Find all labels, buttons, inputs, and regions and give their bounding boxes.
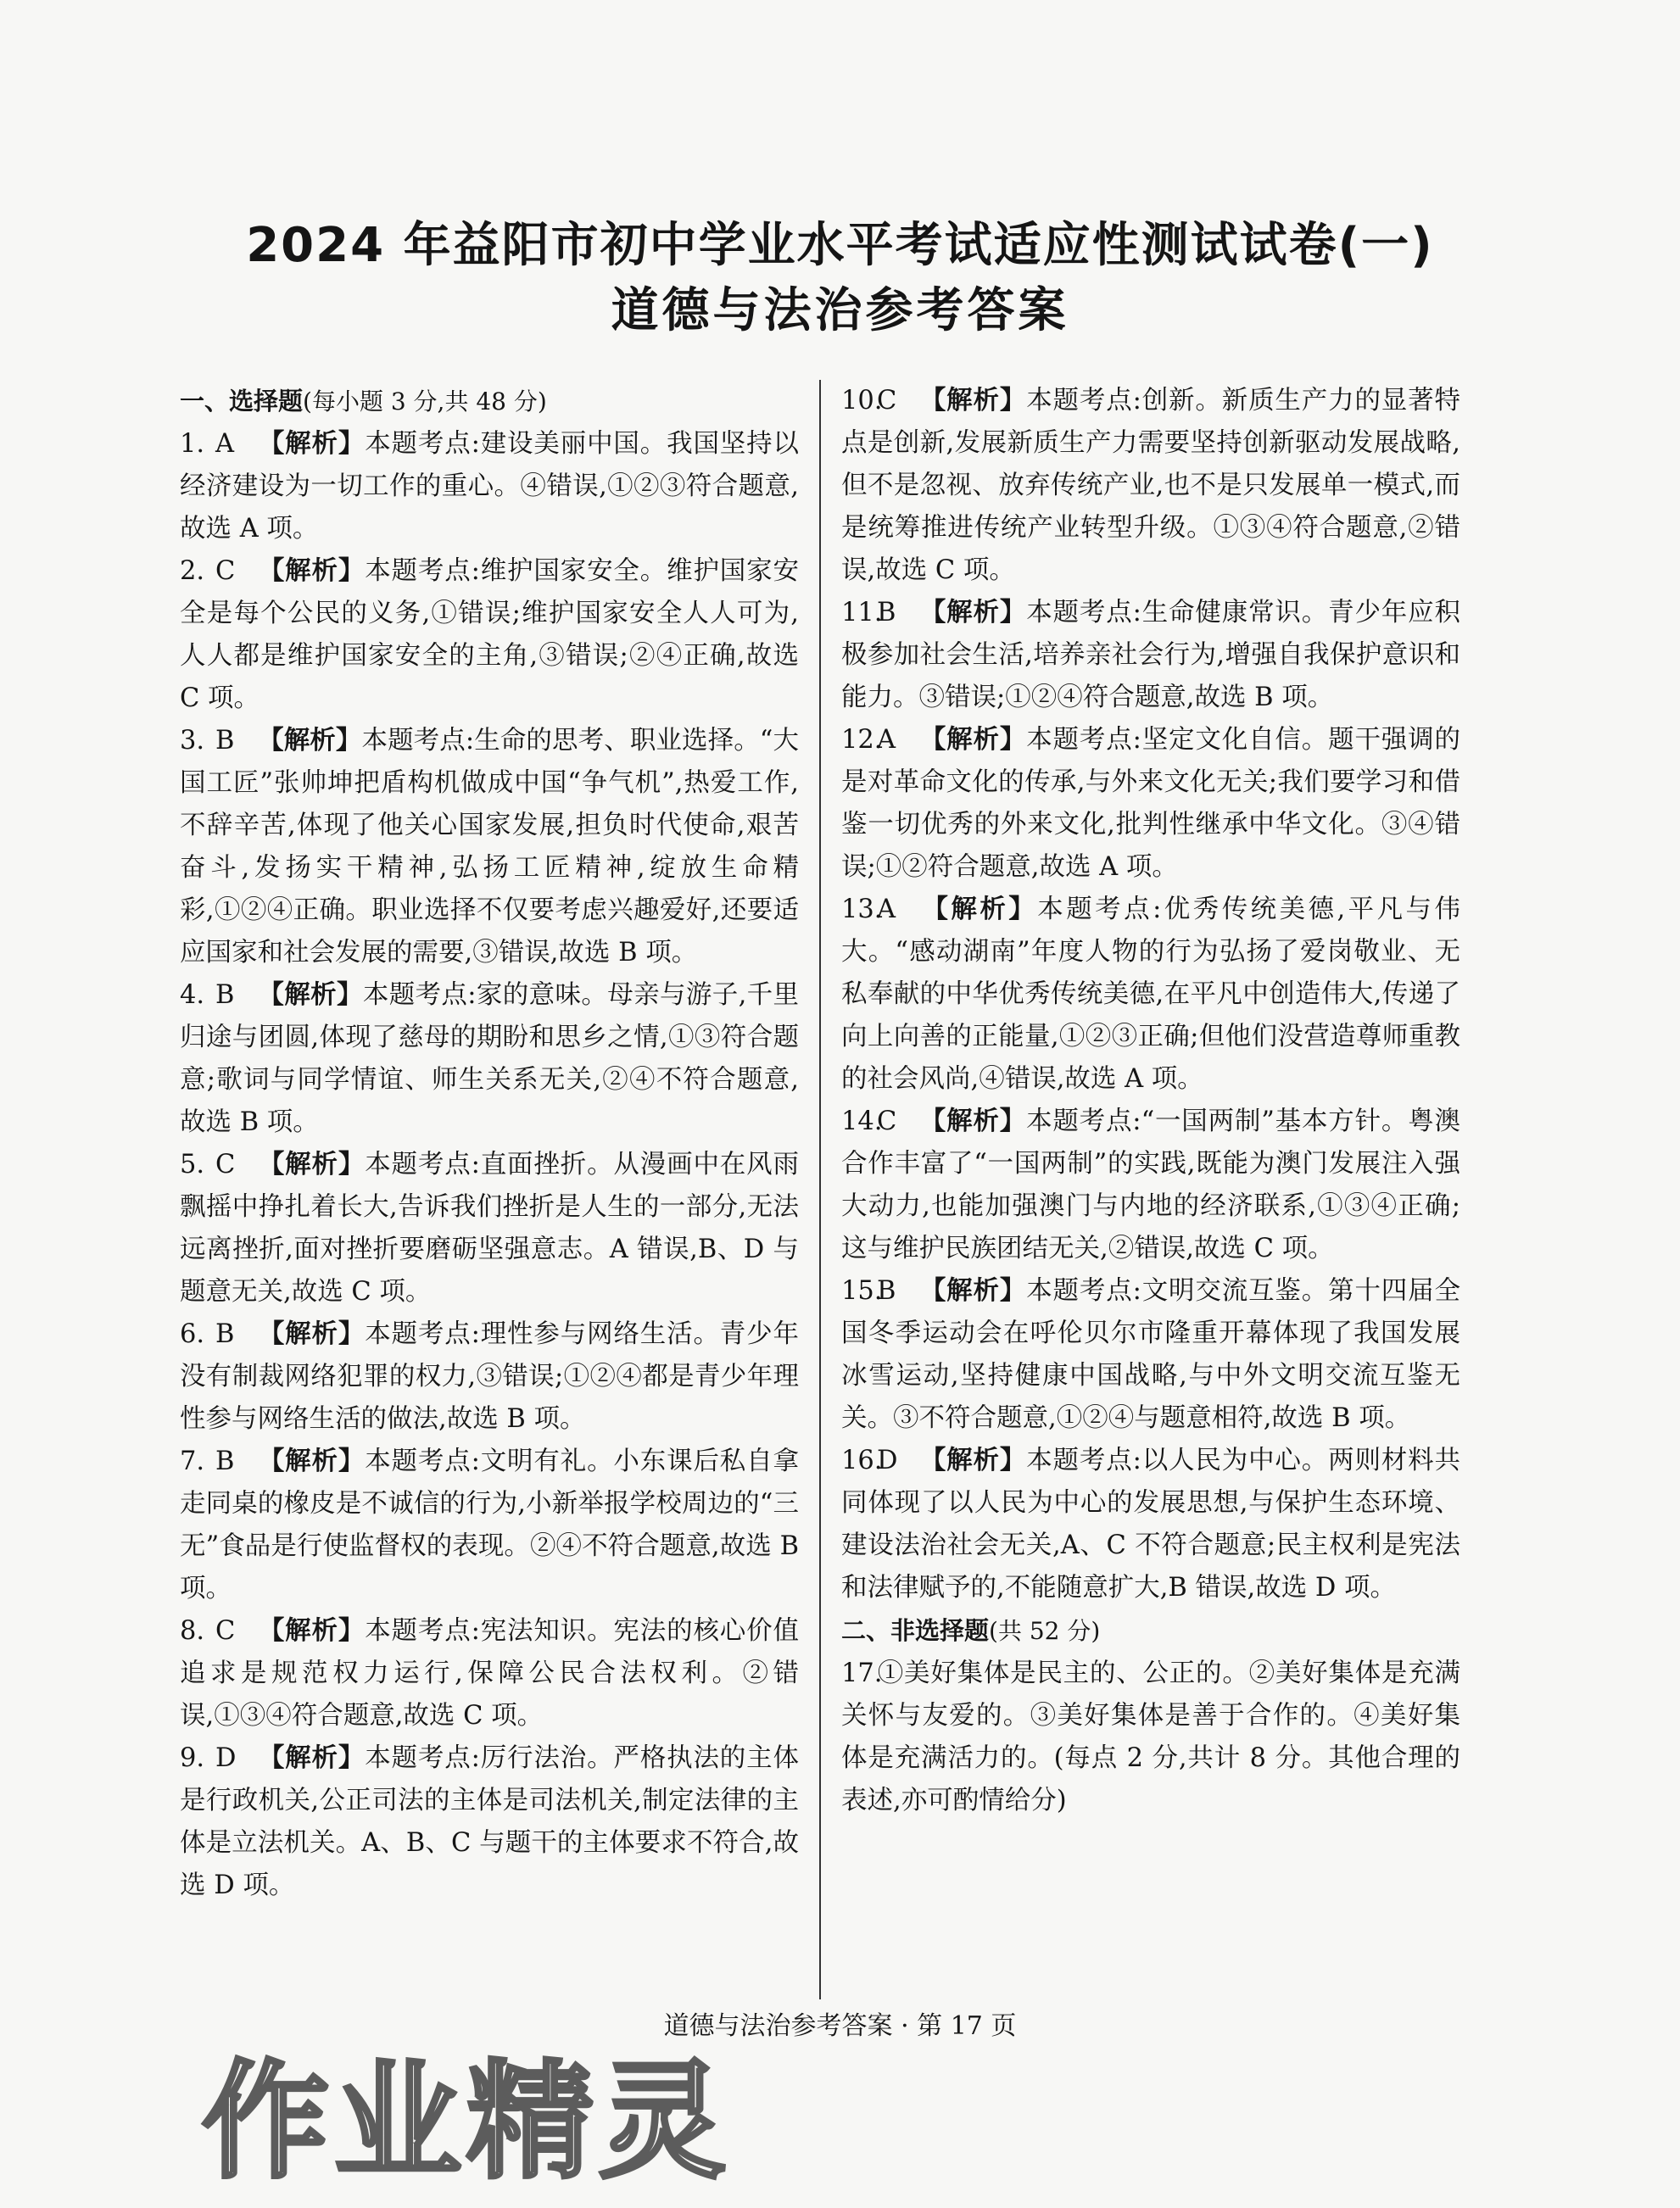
left-column <box>180 380 799 1907</box>
page-title: 2024 年益阳市初中学业水平考试适应性测试试卷(一) <box>246 218 1434 273</box>
answer-item: 8. C 【解析】本题考点:宪法知识。宪法的核心价值追求是规范权力运行,保障公民合法权利。②错误,①③④符合题意,故选 C 项。 <box>180 1616 799 1731</box>
answer-item: 4. B 【解析】本题考点:家的意味。母亲与游子,千里归途与团圆,体现了慈母的期盼和思乡之情,①③符合题意;歌词与同学情谊、师生关系无关,②④不符合题意,故选 B 项。 <box>180 980 799 1137</box>
section-heading-choice: 一、选择题(每小题 3 分,共 48 分) <box>180 387 547 415</box>
answer-item: 11.B 【解析】本题考点:生命健康常识。青少年应积极参加社会生活,培养亲社会行为,增强自我保护意识和能力。③错误;①②④符合题意,故选 B 项。 <box>841 598 1460 712</box>
answer-item: 9. D 【解析】本题考点:厉行法治。严格执法的主体是行政机关,公正司法的主体是司法机关,制定法律的主体是立法机关。A、B、C 与题干的主体要求不符合,故选 D 项。 <box>180 1743 799 1900</box>
answer-item: 3. B 【解析】本题考点:生命的思考、职业选择。“大国工匠”张帅坤把盾构机做成中国“争气机”,热爱工作,不辞辛苦,体现了他关心国家发展,担负时代使命,艰苦奋斗,发扬实干精神,弘扬工匠精神,绽放生命精彩,①②④正确。职业选择不仅要考虑兴趣爱好,还要适应国家和社会发展的需要,③错误,故选 B 项。 <box>180 726 799 967</box>
answer-item: 1. A 【解析】本题考点:建设美丽中国。我国坚持以经济建设为一切工作的重心。④错误,①②③符合题意,故选 A 项。 <box>180 429 799 544</box>
page-footer: 道德与法治参考答案 · 第 17 页 <box>663 2011 1017 2041</box>
section-heading-nonchoice: 二、非选择题(共 52 分) <box>841 1616 1101 1645</box>
answer-item: 7. B 【解析】本题考点:文明有礼。小东课后私自拿走同桌的橡皮是不诚信的行为,小新举报学校周边的“三无”食品是行使监督权的表现。②④不符合题意,故选 B 项。 <box>180 1447 799 1603</box>
answer-item: 5. C 【解析】本题考点:直面挫折。从漫画中在风雨飘摇中挣扎着长大,告诉我们挫折是人生的一部分,无法远离挫折,面对挫折要磨砺坚强意志。A 错误,B、D 与题意无关,故选 C 项。 <box>180 1150 799 1307</box>
column-divider <box>819 380 821 1999</box>
answer-item: 10.C 【解析】本题考点:创新。新质生产力的显著特点是创新,发展新质生产力需要坚持创新驱动发展战略,但不是忽视、放弃传统产业,也不是只发展单一模式,而是统筹推进传统产业转型升级。①③④符合题意,②错误,故选 C 项。 <box>841 386 1460 585</box>
right-column <box>841 380 1460 1822</box>
watermark-logo: 作业精灵 <box>202 2049 732 2196</box>
answer-item: 14.C 【解析】本题考点:“一国两制”基本方针。粤澳合作丰富了“一国两制”的实践,既能为澳门发展注入强大动力,也能加强澳门与内地的经济联系,①③④正确;这与维护民族团结无关,②错误,故选 C 项。 <box>841 1107 1460 1263</box>
answer-item: 16.D 【解析】本题考点:以人民为中心。两则材料共同体现了以人民为中心的发展思想,与保护生态环境、建设法治社会无关,A、C 不符合题意;民主权利是宪法和法律赋予的,不能随意扩大,B 错误,故选 D 项。 <box>841 1446 1460 1603</box>
answer-item: 2. C 【解析】本题考点:维护国家安全。维护国家安全是每个公民的义务,①错误;维护国家安全人人可为,人人都是维护国家安全的主角,③错误;②④正确,故选 C 项。 <box>180 556 799 713</box>
answer-item: 15.B 【解析】本题考点:文明交流互鉴。第十四届全国冬季运动会在呼伦贝尔市隆重开幕体现了我国发展冰雪运动,坚持健康中国战略,与中外文明交流互鉴无关。③不符合题意,①②④与题意相符,故选 B 项。 <box>841 1276 1460 1433</box>
answer-item-17: 17.①美好集体是民主的、公正的。②美好集体是充满关怀与友爱的。③美好集体是善于合作的。④美好集体是充满活力的。(每点 2 分,共计 8 分。其他合理的表述,亦可酌情给分) <box>841 1659 1460 1815</box>
answer-item: 13.A 【解析】本题考点:优秀传统美德,平凡与伟大。“感动湖南”年度人物的行为弘扬了爱岗敬业、无私奉献的中华优秀传统美德,在平凡中创造伟大,传递了向上向善的正能量,①②③正确;但他们没营造尊师重教的社会风尚,④错误,故选 A 项。 <box>841 895 1460 1094</box>
answer-item: 12.A 【解析】本题考点:坚定文化自信。题干强调的是对革命文化的传承,与外来文化无关;我们要学习和借鉴一切优秀的外来文化,批判性继承中华文化。③④错误;①②符合题意,故选 A 项。 <box>841 725 1460 882</box>
answer-item: 6. B 【解析】本题考点:理性参与网络生活。青少年没有制裁网络犯罪的权力,③错误;①②④都是青少年理性参与网络生活的做法,故选 B 项。 <box>180 1319 799 1434</box>
page-subtitle: 道德与法治参考答案 <box>611 283 1069 338</box>
